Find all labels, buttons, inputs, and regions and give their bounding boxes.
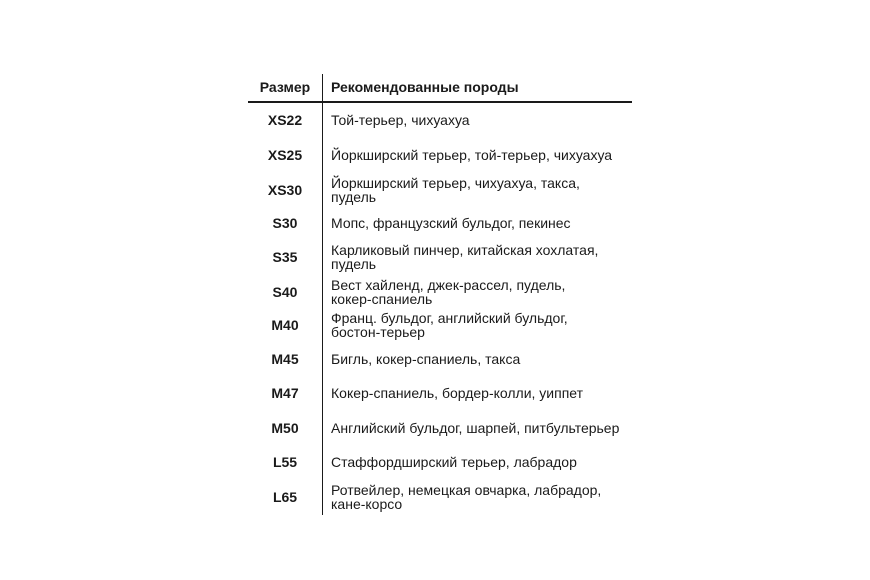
breeds-cell: Франц. бульдог, английский бульдог, бостон-терьер <box>331 309 568 340</box>
breeds-cell: Бигль, кокер-спаниель, такса <box>331 351 521 367</box>
breeds-cell: Йоркширский терьер, чихуахуа, такса, пудель <box>331 174 580 205</box>
size-cell: S35 <box>248 239 323 275</box>
size-cell: XS22 <box>248 103 323 136</box>
table-row <box>248 103 632 136</box>
size-cell: L55 <box>248 446 323 478</box>
table-row <box>248 377 632 409</box>
table-body <box>248 103 632 515</box>
header-size: Размер <box>248 74 323 101</box>
breeds-cell: Стаффордширский терьер, лабрадор <box>331 454 577 470</box>
table-row <box>248 275 632 308</box>
breeds-cell: Ротвейлер, немецкая овчарка, лабрадор, кане-корсо <box>331 481 602 512</box>
table-row <box>248 308 632 341</box>
size-cell: M50 <box>248 409 323 446</box>
table-row <box>248 239 632 275</box>
table-row <box>248 173 632 206</box>
table-row <box>248 446 632 478</box>
breeds-cell: Английский бульдог, шарпей, питбультерьер <box>331 419 620 436</box>
size-chart-table <box>248 74 632 515</box>
table-row <box>248 478 632 515</box>
breeds-cell: Мопс, французский бульдог, пекинес <box>331 214 571 231</box>
table-row <box>248 136 632 173</box>
table-row <box>248 409 632 446</box>
size-cell: M47 <box>248 377 323 409</box>
table-row <box>248 341 632 377</box>
breeds-cell: Йоркширский терьер, той-терьер, чихуахуа <box>331 146 613 163</box>
header-breeds: Рекомендованные породы <box>331 79 519 95</box>
size-cell: S30 <box>248 206 323 239</box>
size-cell: XS25 <box>248 136 323 173</box>
size-cell: L65 <box>248 478 323 515</box>
breeds-cell: Вест хайленд, джек-рассел, пудель, кокер-спаниель <box>331 276 566 307</box>
breeds-cell: Карликовый пинчер, китайская хохлатая, пудель <box>331 242 599 272</box>
table-row <box>248 206 632 239</box>
size-cell: M40 <box>248 308 323 341</box>
breeds-cell: Той-терьер, чихуахуа <box>331 111 470 128</box>
size-cell: M45 <box>248 341 323 377</box>
table-header <box>248 74 632 103</box>
size-cell: XS30 <box>248 173 323 206</box>
breeds-cell: Кокер-спаниель, бордер-колли, уиппет <box>331 385 584 401</box>
size-cell: S40 <box>248 275 323 308</box>
